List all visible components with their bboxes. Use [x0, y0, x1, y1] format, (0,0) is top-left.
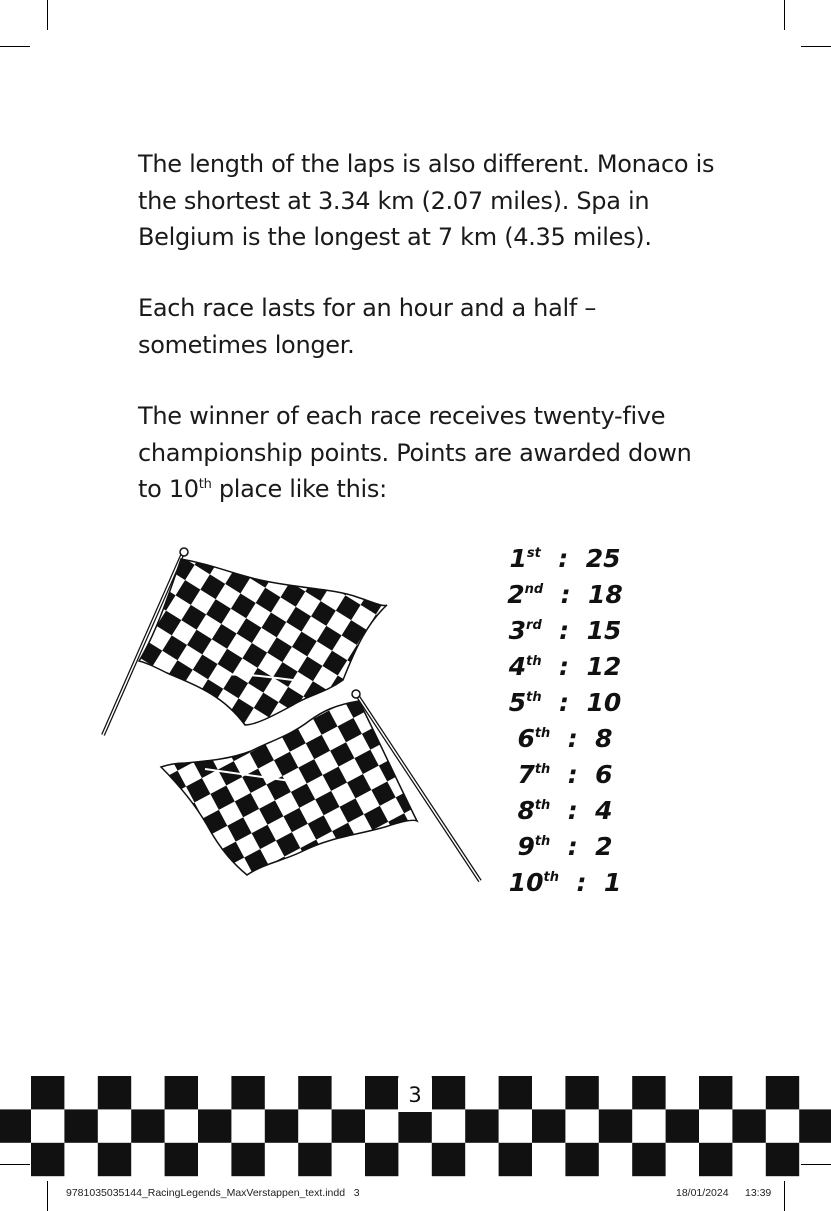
checkered-flags-icon [95, 545, 485, 890]
separator: : [550, 796, 596, 825]
separator: : [541, 616, 587, 645]
border-square [98, 1076, 131, 1109]
border-square [365, 1076, 398, 1109]
points-row [480, 613, 650, 649]
points-value: 8 [595, 724, 613, 753]
border-square [432, 1076, 465, 1109]
position-suffix: rd [526, 618, 542, 633]
border-square [0, 1109, 31, 1142]
position-number: 2 [507, 580, 525, 609]
slug-time: 13:39 [745, 1187, 772, 1199]
position-suffix: th [534, 726, 551, 741]
points-row [480, 757, 650, 793]
border-square [766, 1143, 799, 1176]
position-number: 6 [517, 724, 535, 753]
border-square [298, 1076, 331, 1109]
lower-pole-knob [352, 690, 360, 698]
position-suffix: st [526, 546, 541, 561]
border-square [565, 1143, 598, 1176]
crop-mark [784, 1181, 785, 1211]
border-square [766, 1076, 799, 1109]
border-square [432, 1143, 465, 1176]
points-value: 25 [585, 544, 621, 573]
border-square [165, 1143, 198, 1176]
slug-file-name: 9781035035144_RacingLegends_MaxVerstappen_text.indd 3 [66, 1187, 360, 1199]
border-square [499, 1076, 532, 1109]
page-number: 3 [398, 1078, 432, 1112]
separator: : [550, 760, 596, 789]
points-value: 1 [603, 868, 622, 897]
border-square [198, 1109, 231, 1142]
border-square [231, 1143, 264, 1176]
points-row [480, 577, 650, 613]
separator: : [543, 580, 588, 609]
position-suffix: th [534, 834, 551, 849]
border-square [732, 1109, 765, 1142]
position-suffix: th [543, 870, 560, 885]
points-value: 4 [595, 796, 613, 825]
border-square [165, 1076, 198, 1109]
border-square [398, 1109, 431, 1142]
crop-mark [47, 1181, 48, 1211]
crop-mark [801, 46, 831, 47]
position-suffix: th [534, 798, 551, 813]
paragraph-lap-length: The length of the laps is also different. Monaco is the shortest at 3.34 km (2.07 miles). Spa in Belgium is the longest at 7 km (4.35 miles). [138, 150, 715, 251]
border-square [31, 1076, 64, 1109]
border-square [599, 1109, 632, 1142]
border-square [565, 1076, 598, 1109]
separator: : [559, 868, 604, 897]
separator: : [541, 688, 587, 717]
border-square [265, 1109, 298, 1142]
border-square [332, 1109, 365, 1142]
border-square [298, 1143, 331, 1176]
points-list [480, 541, 650, 901]
position-number: 5 [508, 688, 527, 717]
border-square [465, 1109, 498, 1142]
border-square [532, 1109, 565, 1142]
points-value: 18 [587, 580, 623, 609]
points-value: 6 [595, 760, 613, 789]
position-number: 4 [508, 652, 527, 681]
separator: : [550, 724, 596, 753]
position-number: 1 [509, 544, 527, 573]
border-square [699, 1143, 732, 1176]
points-value: 10 [586, 688, 622, 717]
separator: : [541, 652, 587, 681]
position-number: 8 [517, 796, 535, 825]
upper-flag-cloth [139, 559, 387, 725]
points-text-superscript: th [198, 477, 212, 492]
border-square [64, 1109, 97, 1142]
points-row [480, 685, 650, 721]
border-square [98, 1143, 131, 1176]
crop-mark [47, 0, 48, 30]
paragraph-race-duration: Each race lasts for an hour and a half – sometimes longer. [138, 294, 597, 359]
points-value: 15 [586, 616, 622, 645]
crop-mark [784, 0, 785, 30]
points-row [480, 721, 650, 757]
position-suffix: th [526, 654, 542, 669]
position-number: 10 [508, 868, 544, 897]
paragraph-points [138, 398, 718, 508]
points-row [480, 649, 650, 685]
separator: : [550, 832, 596, 861]
slug-date: 18/01/2024 [676, 1187, 729, 1199]
points-value: 2 [595, 832, 613, 861]
position-number: 3 [508, 616, 527, 645]
border-square [131, 1109, 164, 1142]
separator: : [540, 544, 586, 573]
border-square [632, 1143, 665, 1176]
position-suffix: nd [524, 582, 544, 597]
position-suffix: th [534, 762, 551, 777]
border-square [699, 1076, 732, 1109]
border-square [799, 1109, 831, 1142]
points-value: 12 [586, 652, 622, 681]
points-row [480, 865, 650, 901]
border-square [499, 1143, 532, 1176]
position-number: 7 [517, 760, 535, 789]
points-row [480, 793, 650, 829]
border-square [31, 1143, 64, 1176]
points-row [480, 541, 650, 577]
points-text-start: The winner of each race receives twenty-five championship points. Points are awarded down to 10 [138, 402, 692, 503]
position-number: 9 [517, 832, 535, 861]
border-square [231, 1076, 264, 1109]
upper-pole-knob [180, 548, 188, 556]
crop-mark [0, 46, 30, 47]
position-suffix: th [526, 690, 542, 705]
points-text-end: place like this: [211, 475, 387, 503]
border-square [666, 1109, 699, 1142]
border-square [632, 1076, 665, 1109]
points-row [480, 829, 650, 865]
border-square [365, 1143, 398, 1176]
